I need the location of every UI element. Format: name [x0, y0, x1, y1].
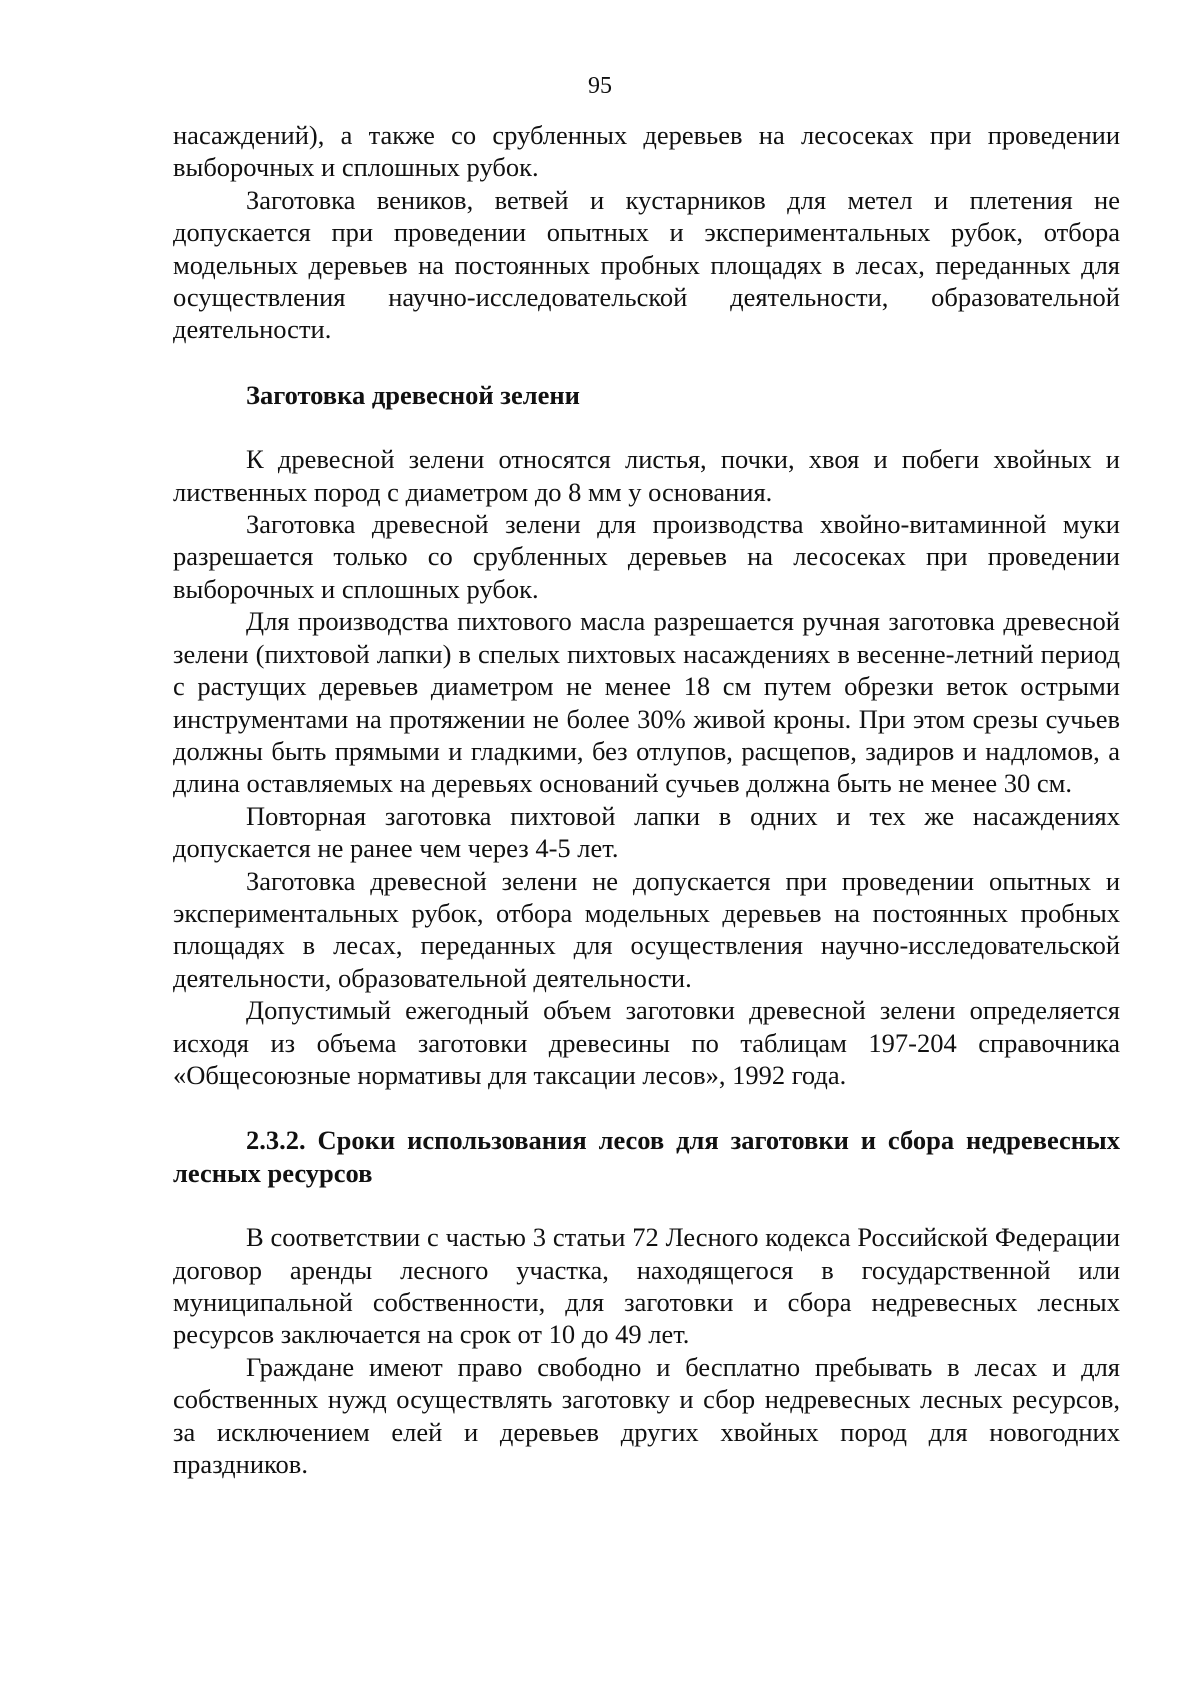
- paragraph-continuation: насаждений), а также со срубленных деревьев на лесосеках при проведении выборочных и сплошных рубок.: [173, 120, 1120, 183]
- paragraph: Повторная заготовка пихтовой лапки в одних и тех же насаждениях допускается не ранее чем через 4-5 лет.: [173, 800, 1120, 864]
- paragraph: Допустимый ежегодный объем заготовки древесной зелени определяется исходя из объема заготовки древесины по таблицам 197-204 справочника «Общесоюзные нормативы для таксации лесов», 1992 года.: [173, 995, 1120, 1090]
- page-number: 95: [588, 73, 612, 99]
- page-content: [173, 119, 1120, 1480]
- paragraph: Граждане имеют право свободно и бесплатно пребывать в лесах и для собственных нужд осуществлять заготовку и сбор недревесных лесных ресурсов, за исключением елей и деревьев других хвойных пород для новогодних праздников.: [173, 1351, 1120, 1480]
- paragraph: Заготовка древесной зелени для производства хвойно-витаминной муки разрешается только со срубленных деревьев на лесосеках при проведении выборочных и сплошных рубок.: [173, 509, 1120, 604]
- paragraph: К древесной зелени относятся листья, почки, хвоя и побеги хвойных и лиственных пород с диаметром до 8 мм у основания.: [173, 444, 1120, 507]
- paragraph: Заготовка древесной зелени не допускается при проведении опытных и экспериментальных рубок, отбора модельных деревьев на постоянных пробных площадях в лесах, переданных для осуществления научно-исследовательской деятельности, образовательной деятельности.: [173, 865, 1120, 993]
- paragraph: Заготовка веников, ветвей и кустарников для метел и плетения не допускается при проведении опытных и экспериментальных рубок, отбора модельных деревьев на постоянных пробных площадях в лесах, переданных для осуществления научно-исследовательской деятельности, образовательной деятельности.: [173, 184, 1120, 345]
- paragraph: Для производства пихтового масла разрешается ручная заготовка древесной зелени (пихтовой лапки) в спелых пихтовых насаждениях в весенне-летний период с растущих деревьев диаметром не менее 18 см путем обрезки веток острыми инструментами на протяжении не более 30% живой кроны. При этом срезы сучьев должны быть прямыми и гладкими, без отлупов, расщепов, задиров и надломов, а длина оставляемых на деревьях оснований сучьев должна быть не менее 30 см.: [173, 606, 1120, 799]
- section-heading-wood-greenery: Заготовка древесной зелени: [246, 379, 580, 410]
- paragraph: В соответствии с частью 3 статьи 72 Лесного кодекса Российской Федерации договор аренды лесного участка, находящегося в государственной или муниципальной собственности, для заготовки и сбора недревесных лесных ресурсов заключается на срок от 10 до 49 лет.: [173, 1222, 1120, 1350]
- section-heading-forest-use-terms: 2.3.2. Сроки использования лесов для заготовки и сбора недревесных лесных ресурсов: [173, 1125, 1120, 1188]
